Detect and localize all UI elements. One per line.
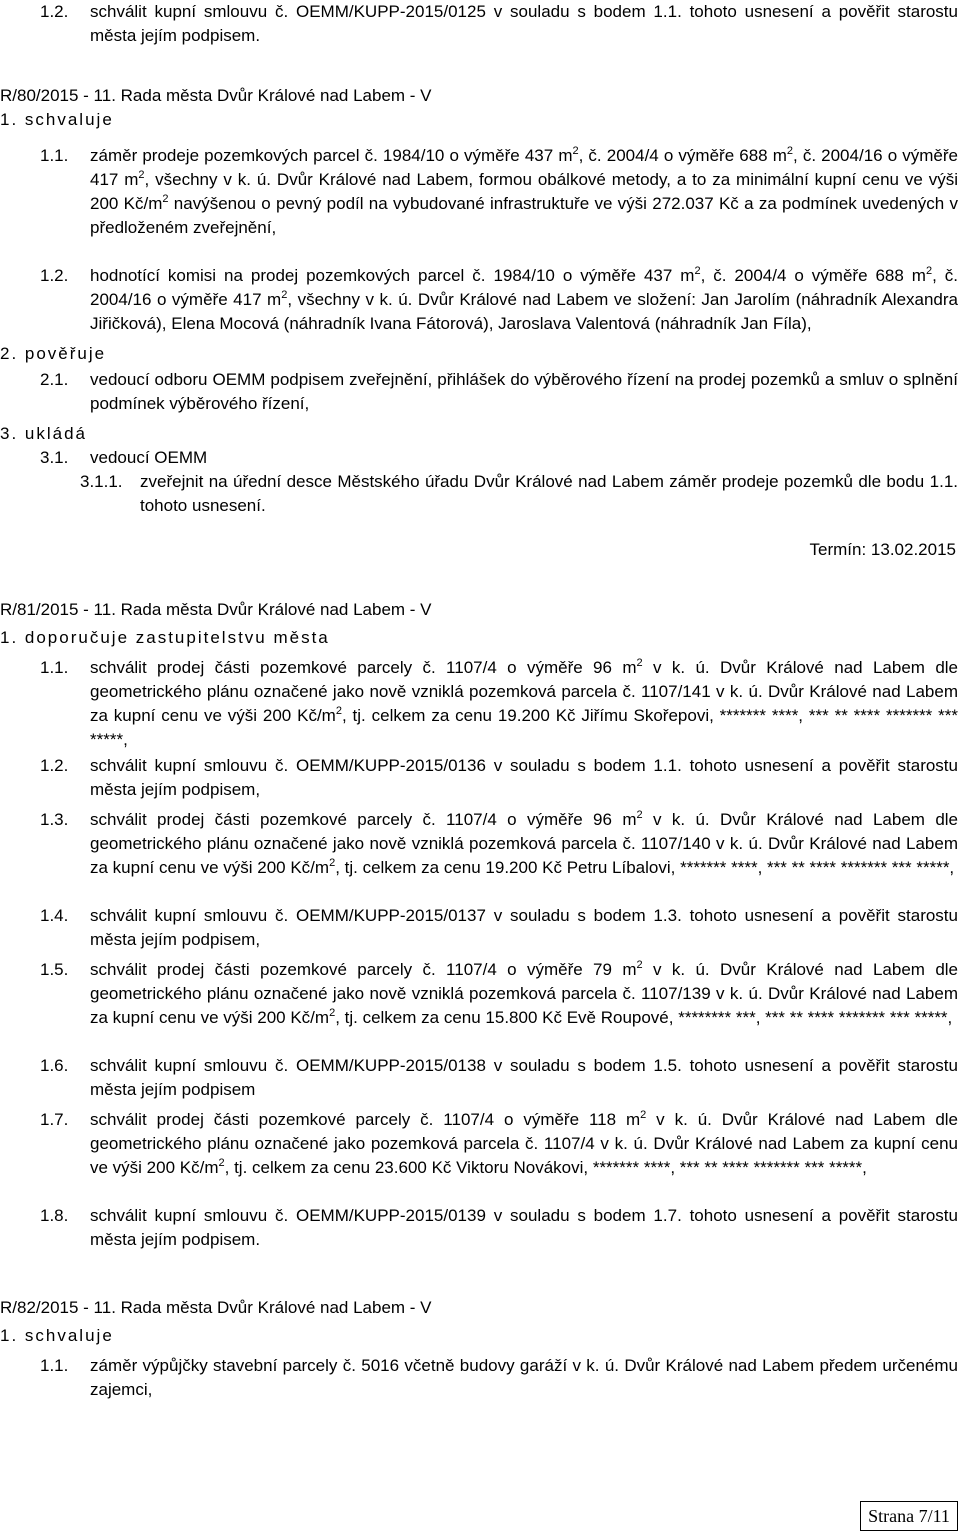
item-text: zveřejnit na úřední desce Městského úřadu Dvůr Králové nad Labem záměr prodeje pozemků dle bodu 1.1. tohoto usnesení. — [140, 472, 958, 515]
item-text: schválit kupní smlouvu č. OEMM/KUPP-2015/0138 v souladu s bodem 1.5. tohoto usnesení a pověřit starostu města jejím podpisem — [90, 1056, 958, 1099]
resolution-item — [40, 1108, 958, 1180]
item-text: hodnotící komisi na prodej pozemkových parcel č. 1984/10 o výměře 437 $m^2$, č. 2004/4 o výměře 688 $m^2$, č. 2004/16 o výměře 417 $m^2$, všechny v k. ú. Dvůr Králové nad Labem ve složení: Jan Jarolím (náhradník Alexandra Jiřičková), Elena Mocová (náhradník Ivana Fátorová), Jaroslava Valentová (náhradník Jan Fíla), — [90, 265, 958, 333]
item-text: záměr prodeje pozemkových parcel č. 1984/10 o výměře 437 $m^2$, č. 2004/4 o výměře 688 $m^2$, č. 2004/16 o výměře 417 $m^2$, všechny v k. ú. Dvůr Králové nad Labem, formou obálkové metody, a to za minimální kupní cenu ve výši 200 $Kč/m^2$ navýšenou o pevný podíl na vybudované infrastruktuře ve výši 272.037 Kč a za podmínek uvedených v předloženém zveřejnění, — [90, 145, 959, 237]
resolution-verb: 2. pověřuje — [0, 344, 107, 363]
item-text: schválit prodej části pozemkové parcely č. 1107/4 o výměře 79 $m^2$ v k. ú. Dvůr Králové nad Labem dle geometrického plánu označené jako nově vzniklá pozemková parcela č. 1107/139 v k. ú. Dvůr Králové nad Labem za kupní cenu ve výši 200 $Kč/m^2$, tj. celkem za cenu 15.800 Kč Evě Roupové, ******** ***, *** ** **** ******* *** *****, — [90, 959, 959, 1027]
resolution-item — [40, 656, 958, 752]
item-text: schválit kupní smlouvu č. OEMM/KUPP-2015/0139 v souladu s bodem 1.7. tohoto usnesení a pověřit starostu města jejím podpisem. — [90, 1206, 958, 1249]
resolution-verb: 3. ukládá — [0, 424, 87, 443]
resolution-item — [40, 754, 958, 802]
resolution-heading: R/80/2015 - 11. Rada města Dvůr Králové nad Labem - V — [0, 86, 432, 105]
resolution-item — [40, 808, 958, 880]
item-text: schválit prodej části pozemkové parcely č. 1107/4 o výměře 96 $m^2$ v k. ú. Dvůr Králové nad Labem dle geometrického plánu označené jako nově vzniklá pozemková parcela č. 1107/140 v k. ú. Dvůr Králové nad Labem za kupní cenu ve výši 200 $Kč/m^2$, tj. celkem za cenu 19.200 Kč Petru Líbalovi, ******* ****, *** ** **** ******* *** *****, — [90, 809, 959, 877]
item-text: schválit kupní smlouvu č. OEMM/KUPP-2015/0137 v souladu s bodem 1.3. tohoto usnesení a pověřit starostu města jejím podpisem, — [90, 906, 958, 949]
item-number: 3.1.1. — [80, 472, 123, 491]
resolution-item — [40, 368, 958, 416]
resolution-heading: R/81/2015 - 11. Rada města Dvůr Králové nad Labem - V — [0, 600, 432, 619]
item-number: 1.6. — [40, 1056, 69, 1075]
item-text: vedoucí odboru OEMM podpisem zveřejnění, přihlášek do výběrového řízení na prodej pozemků a smluv o splnění podmínek výběrového řízení, — [90, 370, 958, 413]
item-number: 1.2. — [40, 2, 69, 21]
item-number: 1.1. — [40, 1356, 69, 1375]
item-text: schválit prodej části pozemkové parcely č. 1107/4 o výměře 118 $m^2$ v k. ú. Dvůr Králové nad Labem dle geometrického plánu označené jako pozemková parcela č. 1107/4 v k. ú. Dvůr Králové nad Labem za kupní cenu ve výši 200 $Kč/m^2$, tj. celkem za cenu 23.600 Kč Viktoru Novákovi, ******* ****, *** ** **** ******* *** *****, — [90, 1109, 959, 1177]
resolution-item — [40, 1354, 958, 1402]
item-number: 1.1. — [40, 658, 69, 677]
item-number: 1.3. — [40, 810, 69, 829]
item-number: 1.7. — [40, 1110, 69, 1129]
item-number: 1.2. — [40, 266, 69, 285]
resolution-item — [40, 1204, 958, 1252]
item-number: 3.1. — [40, 448, 69, 467]
resolution-item — [40, 264, 958, 336]
item-number: 2.1. — [40, 370, 69, 389]
resolution-heading: R/82/2015 - 11. Rada města Dvůr Králové nad Labem - V — [0, 1298, 432, 1317]
resolution-item — [40, 446, 958, 470]
resolution-verb: 1. doporučuje zastupitelstvu města — [0, 628, 330, 647]
resolution-verb: 1. schvaluje — [0, 1326, 114, 1345]
item-number: 1.2. — [40, 756, 69, 775]
resolution-subitem — [80, 470, 958, 518]
deadline: Termín: 13.02.2015 — [809, 540, 956, 559]
resolution-item — [40, 144, 958, 240]
item-number: 1.1. — [40, 146, 69, 165]
item-number: 1.4. — [40, 906, 69, 925]
resolution-item — [40, 1054, 958, 1102]
item-text: schválit kupní smlouvu č. OEMM/KUPP-2015/0125 v souladu s bodem 1.1. tohoto usnesení a pověřit starostu města jejím podpisem. — [90, 2, 958, 45]
resolution-verb: 1. schvaluje — [0, 110, 114, 129]
resolution-item — [40, 958, 958, 1030]
item-text: schválit prodej části pozemkové parcely č. 1107/4 o výměře 96 $m^2$ v k. ú. Dvůr Králové nad Labem dle geometrického plánu označené jako nově vzniklá pozemková parcela č. 1107/141 v k. ú. Dvůr Králové nad Labem za kupní cenu ve výši 200 $Kč/m^2$, tj. celkem za cenu 19.200 Kč Jiřímu Skořepovi, ******* ****, *** ** **** ******* *** *****, — [90, 657, 959, 749]
item-number: 1.8. — [40, 1206, 69, 1225]
item-number: 1.5. — [40, 960, 69, 979]
item-text: vedoucí OEMM — [90, 448, 208, 467]
item-text: schválit kupní smlouvu č. OEMM/KUPP-2015/0136 v souladu s bodem 1.1. tohoto usnesení a pověřit starostu města jejím podpisem, — [90, 756, 958, 799]
item-text: záměr výpůjčky stavební parcely č. 5016 včetně budovy garáží v k. ú. Dvůr Králové nad Labem předem určenému zajemci, — [90, 1356, 958, 1399]
resolution-item — [40, 904, 958, 952]
resolution-item — [40, 0, 958, 48]
page-number: Strana 7/11 — [860, 1501, 958, 1531]
